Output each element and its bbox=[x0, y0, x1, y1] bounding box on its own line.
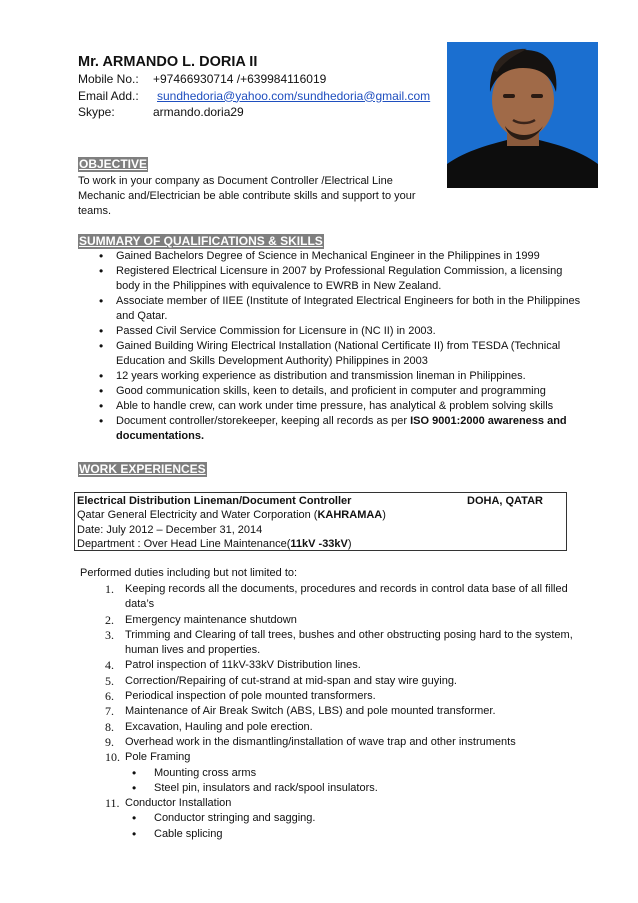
duty-subitem: • Cable splicing bbox=[154, 827, 575, 842]
qualification-item: • 12 years working experience as distribution and transmission lineman in Philippines. bbox=[98, 369, 588, 384]
duty-text: Trimming and Clearing of tall trees, bushes and other obstructing posing hard to the system, human lives and properties. bbox=[125, 628, 573, 657]
duties-list bbox=[105, 582, 575, 842]
qualification-item-text: Document controller/storekeeper, keeping all records as per bbox=[116, 415, 411, 427]
duty-text: Patrol inspection of 11kV-33kV Distribution lines. bbox=[125, 659, 361, 672]
qualifications-list bbox=[98, 249, 588, 444]
duty-text: Pole Framing bbox=[125, 751, 191, 764]
mobile-label: Mobile No.: bbox=[78, 72, 139, 86]
duty-number: 11. bbox=[105, 796, 120, 811]
duty-subitem: • Mounting cross arms bbox=[154, 766, 575, 781]
duty-number: 4. bbox=[105, 658, 114, 673]
duty-number: 1. bbox=[105, 582, 114, 596]
duty-number: 5. bbox=[105, 673, 114, 688]
job-dates: Date: July 2012 – December 31, 2014 bbox=[77, 523, 263, 536]
employer-bold: KAHRAMAA bbox=[317, 509, 383, 522]
duty-number: 2. bbox=[105, 612, 114, 627]
duty-item bbox=[105, 750, 575, 796]
duty-item bbox=[105, 720, 575, 735]
email-row bbox=[78, 88, 430, 105]
duty-text: Conductor Installation bbox=[125, 797, 232, 810]
duty-text: Emergency maintenance shutdown bbox=[125, 613, 297, 626]
objective-text: To work in your company as Document Controller /Electrical Line Mechanic and/Electrician be able contribute skills and support to your teams. bbox=[78, 175, 416, 217]
duty-item bbox=[105, 582, 575, 613]
email-link[interactable]: sundhedoria@yahoo.com/sundhedoria@gmail.com bbox=[157, 88, 431, 103]
mobile-value: +97466930714 /+639984116019 bbox=[153, 72, 327, 86]
employer-text: Qatar General Electricity and Water Corporation ( bbox=[77, 509, 318, 522]
job-employer bbox=[77, 508, 564, 522]
duty-item bbox=[105, 735, 575, 750]
profile-photo bbox=[447, 42, 598, 188]
duty-text: Overhead work in the dismantling/installation of wave trap and other instruments bbox=[125, 735, 516, 748]
objective-heading: OBJECTIVE bbox=[79, 157, 148, 171]
dept-text: Department : Over Head Line Maintenance( bbox=[77, 537, 291, 550]
contact-block bbox=[78, 71, 430, 121]
skype-label: Skype: bbox=[78, 105, 115, 119]
skype-value: armando.doria29 bbox=[153, 105, 244, 119]
duty-number: 9. bbox=[105, 734, 114, 749]
duty-text: Correction/Repairing of cut-strand at mid-span and stay wire guying. bbox=[125, 674, 457, 687]
job-header-box bbox=[74, 492, 567, 551]
qualification-item: • Able to handle crew, can work under time pressure, has analytical & problem solving skills bbox=[98, 399, 588, 414]
duty-subitem: • Conductor stringing and sagging. bbox=[154, 811, 575, 826]
job-location: DOHA, QATAR bbox=[467, 495, 543, 507]
candidate-name: Mr. ARMANDO L. DORIA II bbox=[78, 54, 258, 70]
dept-suffix: ) bbox=[347, 537, 352, 550]
duty-item bbox=[105, 796, 575, 842]
duty-item bbox=[105, 613, 575, 628]
duty-number: 8. bbox=[105, 719, 114, 734]
qualification-item: • Gained Bachelors Degree of Science in Mechanical Engineer in the Philippines in 1999 bbox=[98, 249, 588, 264]
duty-item bbox=[105, 689, 575, 704]
qualification-item-bold: ISO 9001:2000 awareness and documentations. bbox=[116, 415, 567, 442]
objective-heading-wrap bbox=[78, 157, 148, 172]
duty-number: 10. bbox=[105, 750, 120, 765]
employer-suffix: ) bbox=[382, 509, 386, 522]
skype-row bbox=[78, 104, 430, 121]
mobile-row bbox=[78, 71, 430, 88]
duty-number: 7. bbox=[105, 704, 114, 719]
duty-text: Keeping records all the documents, procedures and records in control data base of all filled data’s bbox=[125, 583, 568, 611]
duty-item bbox=[105, 658, 575, 673]
work-heading: WORK EXPERIENCES bbox=[79, 462, 206, 476]
duty-item bbox=[105, 628, 575, 659]
duty-item bbox=[105, 674, 575, 689]
qualification-item: • Good communication skills, keen to details, and proficient in computer and programming bbox=[98, 384, 588, 399]
qualification-item bbox=[98, 414, 588, 444]
work-heading-wrap bbox=[78, 462, 207, 477]
qualifications-heading-wrap bbox=[78, 234, 324, 249]
dept-bold: 11kV -33kV bbox=[290, 537, 348, 550]
qualifications-heading: SUMMARY OF QUALIFICATIONS & SKILLS bbox=[79, 234, 323, 248]
duty-number: 3. bbox=[105, 627, 114, 642]
job-title: Electrical Distribution Lineman/Document Controller bbox=[77, 495, 352, 507]
duty-sublist bbox=[125, 766, 575, 797]
qualification-item: • Registered Electrical Licensure in 2007 by Professional Regulation Commission, a licensing body in the Philippines with equivalence to EWRB in New Zealand. bbox=[98, 264, 588, 294]
duty-item bbox=[105, 704, 575, 719]
qualification-item: • Associate member of IIEE (Institute of Integrated Electrical Engineers for both in the Philippines and Qatar. bbox=[98, 294, 588, 324]
qualification-item: • Gained Building Wiring Electrical Installation (National Certificate II) from TESDA (Technical Education and Skills Development Authority) Philippines in 2003 bbox=[98, 339, 588, 369]
job-department bbox=[77, 537, 564, 551]
duty-sublist bbox=[125, 811, 575, 842]
duty-text: Periodical inspection of pole mounted transformers. bbox=[125, 690, 376, 703]
person-portrait-icon bbox=[447, 42, 598, 188]
duties-intro: Performed duties including but not limited to: bbox=[80, 567, 298, 579]
duty-subitem: • Steel pin, insulators and rack/spool insulators. bbox=[154, 781, 575, 796]
qualification-item: • Passed Civil Service Commission for Licensure in (NC II) in 2003. bbox=[98, 324, 588, 339]
email-label: Email Add.: bbox=[78, 88, 139, 103]
duty-text: Excavation, Hauling and pole erection. bbox=[125, 720, 313, 733]
duty-text: Maintenance of Air Break Switch (ABS, LBS) and pole mounted transformer. bbox=[125, 705, 496, 718]
duty-number: 6. bbox=[105, 689, 114, 704]
